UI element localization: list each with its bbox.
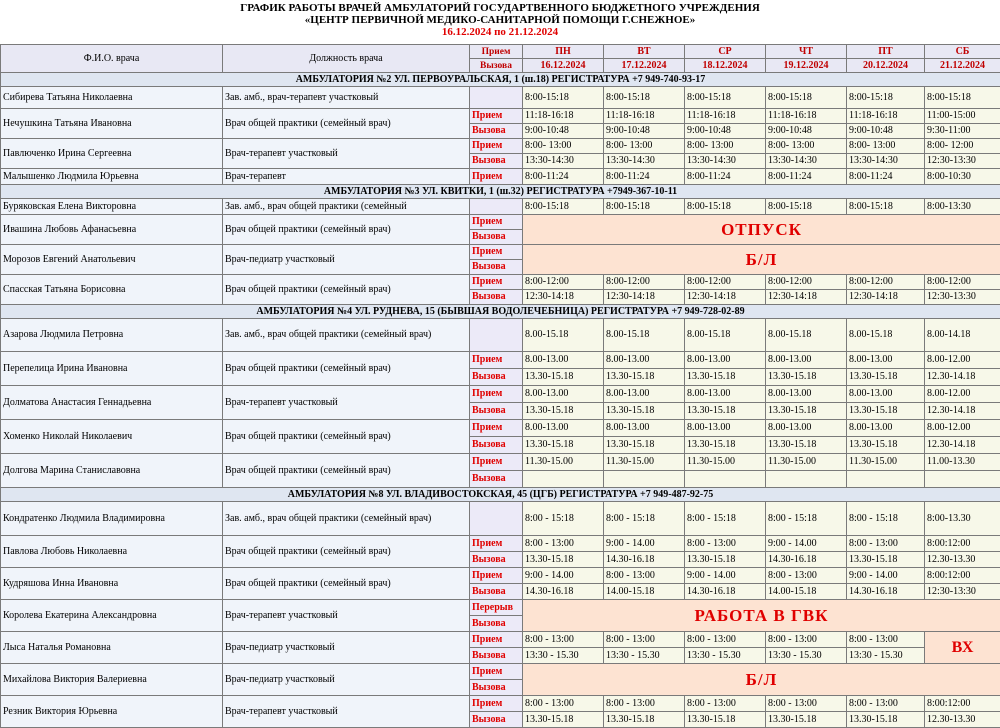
time-cell: 13.30-15.18 bbox=[685, 552, 766, 568]
time-cell: 13:30 - 15.30 bbox=[685, 648, 766, 664]
column-header-priem: Прием bbox=[470, 45, 523, 59]
time-cell: 9:00 - 14.00 bbox=[685, 568, 766, 584]
doctor-position: Врач-педиатр участковый bbox=[223, 632, 470, 664]
doctor-name: Кудряшова Инна Ивановна bbox=[1, 568, 223, 600]
column-header-day: ЧТ bbox=[766, 45, 847, 59]
time-cell: 13:30-14:30 bbox=[604, 154, 685, 169]
doctor-position: Врач-педиатр участковый bbox=[223, 664, 470, 696]
time-cell: 8:00:12:00 bbox=[925, 536, 1000, 552]
time-cell: 9:30-11:00 bbox=[925, 124, 1000, 139]
time-cell: 8:00-15:18 bbox=[766, 199, 847, 215]
time-cell: 8:00-15:18 bbox=[604, 87, 685, 109]
shift-type-label: Прием bbox=[470, 109, 523, 124]
shift-type-label: Вызова bbox=[470, 552, 523, 568]
time-cell: 9:00 - 14.00 bbox=[766, 536, 847, 552]
time-cell: 13.30-15.18 bbox=[523, 437, 604, 454]
time-cell: 8:00 - 13:00 bbox=[685, 632, 766, 648]
doctor-name: Буряковская Елена Викторовна bbox=[1, 199, 223, 215]
time-cell: 8:00-15:18 bbox=[847, 199, 925, 215]
table-row bbox=[1, 319, 1000, 352]
column-header-position: Должность врача bbox=[223, 45, 470, 73]
table-row bbox=[1, 568, 1000, 584]
time-cell: 13:30-14:30 bbox=[766, 154, 847, 169]
time-cell: 14.30-16.18 bbox=[685, 584, 766, 600]
doctor-name: Спасская Татьяна Борисовна bbox=[1, 275, 223, 305]
table-row bbox=[1, 536, 1000, 552]
header-row-days bbox=[1, 45, 1000, 59]
time-cell: 11.30-15.00 bbox=[685, 454, 766, 471]
time-cell: 11:18-16:18 bbox=[604, 109, 685, 124]
time-cell: 13.30-15.18 bbox=[523, 403, 604, 420]
shift-type-label bbox=[470, 87, 523, 109]
doctor-position: Врач-терапевт участковый bbox=[223, 696, 470, 728]
time-cell: 8:00-13:30 bbox=[925, 199, 1000, 215]
section-row bbox=[1, 305, 1000, 319]
time-cell: 12.30-14.18 bbox=[925, 437, 1000, 454]
doctor-position: Врач-терапевт bbox=[223, 169, 470, 185]
shift-type-label: Вызова bbox=[470, 712, 523, 728]
column-header-date: 21.12.2024 bbox=[925, 59, 1000, 73]
time-cell: 9:00 - 14.00 bbox=[847, 568, 925, 584]
time-cell: 8:00-15:18 bbox=[766, 87, 847, 109]
time-cell: 13.30-15.18 bbox=[604, 403, 685, 420]
doctor-name: Кондратенко Людмила Владимировна bbox=[1, 502, 223, 536]
shift-type-label: Вызова bbox=[470, 648, 523, 664]
doctor-name: Малышенко Людмила Юрьевна bbox=[1, 169, 223, 185]
shift-type-label: Вызова bbox=[470, 124, 523, 139]
time-cell: 8:00 - 15:18 bbox=[523, 502, 604, 536]
shift-type-label: Прием bbox=[470, 169, 523, 185]
time-cell: 8:00-12:00 bbox=[847, 275, 925, 290]
shift-type-label: Вызова bbox=[470, 154, 523, 169]
time-cell: 9:00-10:48 bbox=[604, 124, 685, 139]
time-cell: 11:18-16:18 bbox=[685, 109, 766, 124]
doctor-name: Ивашина Любовь Афанасьевна bbox=[1, 215, 223, 245]
time-cell: 8:00 - 13:00 bbox=[847, 536, 925, 552]
status-banner: ОТПУСК bbox=[523, 215, 1000, 245]
time-cell: 13:30-14:30 bbox=[685, 154, 766, 169]
time-cell: 8:00 - 15:18 bbox=[766, 502, 847, 536]
doctor-position: Врач общей практики (семейный врач) bbox=[223, 420, 470, 454]
time-cell: 8:00-11:24 bbox=[523, 169, 604, 185]
shift-type-label: Прием bbox=[470, 386, 523, 403]
time-cell: 9:00-10:48 bbox=[685, 124, 766, 139]
table-row bbox=[1, 420, 1000, 437]
time-cell: 8:00 - 13:00 bbox=[766, 632, 847, 648]
shift-type-label: Вызова bbox=[470, 584, 523, 600]
title-line2: «ЦЕНТР ПЕРВИЧНОЙ МЕДИКО-САНИТАРНОЙ ПОМОЩИ Г.СНЕЖНОЕ» bbox=[0, 14, 1000, 26]
doctor-position: Зав. амб., врач-терапевт участковый bbox=[223, 87, 470, 109]
day-off-badge: ВХ bbox=[925, 632, 1000, 664]
shift-type-label bbox=[470, 199, 523, 215]
shift-type-label: Прием bbox=[470, 352, 523, 369]
time-cell: 8:00-12:00 bbox=[685, 275, 766, 290]
table-row bbox=[1, 696, 1000, 712]
column-header-day: СР bbox=[685, 45, 766, 59]
time-cell: 13.30-15.18 bbox=[523, 712, 604, 728]
time-cell bbox=[847, 471, 925, 488]
time-cell: 13.30-15.18 bbox=[847, 552, 925, 568]
time-cell: 13.30-15.18 bbox=[523, 369, 604, 386]
doctor-name: Михайлова Виктория Валериевна bbox=[1, 664, 223, 696]
time-cell: 8:00 - 13:00 bbox=[523, 536, 604, 552]
status-banner: Б/Л bbox=[523, 664, 1000, 696]
time-cell: 8.00-13.00 bbox=[685, 386, 766, 403]
shift-type-label: Прием bbox=[470, 420, 523, 437]
column-header-vyzova: Вызова bbox=[470, 59, 523, 73]
status-banner: РАБОТА В ГВК bbox=[523, 600, 1000, 632]
time-cell: 8:00 - 15:18 bbox=[604, 502, 685, 536]
status-banner: Б/Л bbox=[523, 245, 1000, 275]
time-cell: 8:00 - 13:00 bbox=[766, 696, 847, 712]
doctor-position: Врач общей практики (семейный врач) bbox=[223, 352, 470, 386]
shift-type-label: Вызова bbox=[470, 230, 523, 245]
time-cell: 8:00-11:24 bbox=[766, 169, 847, 185]
table-row bbox=[1, 139, 1000, 154]
time-cell: 14.00-15.18 bbox=[604, 584, 685, 600]
doctor-name: Королева Екатерина Александровна bbox=[1, 600, 223, 632]
time-cell: 8:00 - 13:00 bbox=[523, 696, 604, 712]
time-cell: 13.30-15.18 bbox=[766, 403, 847, 420]
time-cell: 8:00- 13:00 bbox=[685, 139, 766, 154]
time-cell: 8:00 - 13:00 bbox=[847, 696, 925, 712]
shift-type-label: Прием bbox=[470, 454, 523, 471]
time-cell: 8:00 - 13:00 bbox=[523, 632, 604, 648]
doctor-position: Зав. амб., врач общей практики (семейный bbox=[223, 199, 470, 215]
doctor-position: Зав. амб., врач общей практики (семейный врач) bbox=[223, 502, 470, 536]
time-cell: 13.30-15.18 bbox=[604, 712, 685, 728]
title-period: 16.12.2024 по 21.12.2024 bbox=[0, 26, 1000, 38]
doctor-name: Морозов Евгений Анатольевич bbox=[1, 245, 223, 275]
time-cell: 13.30-15.18 bbox=[847, 437, 925, 454]
time-cell: 8.00-13.00 bbox=[847, 420, 925, 437]
time-cell: 13:30 - 15.30 bbox=[847, 648, 925, 664]
time-cell: 13.30-15.18 bbox=[685, 437, 766, 454]
shift-type-label: Прием bbox=[470, 696, 523, 712]
time-cell: 8:00-11:24 bbox=[847, 169, 925, 185]
time-cell: 8:00-10:30 bbox=[925, 169, 1000, 185]
time-cell: 13:30-14:30 bbox=[847, 154, 925, 169]
shift-type-label bbox=[470, 319, 523, 352]
time-cell: 13:30 - 15.30 bbox=[523, 648, 604, 664]
time-cell: 8.00-13.00 bbox=[847, 352, 925, 369]
time-cell: 8.00-15.18 bbox=[604, 319, 685, 352]
shift-type-label: Вызова bbox=[470, 369, 523, 386]
time-cell: 8:00-15:18 bbox=[604, 199, 685, 215]
title-line1: ГРАФИК РАБОТЫ ВРАЧЕЙ АМБУЛАТОРИЙ ГОСУДАРТВЕННОГО БЮДЖЕТНОГО УЧРЕЖДЕНИЯ bbox=[0, 0, 1000, 14]
time-cell: 8:00-15:18 bbox=[685, 199, 766, 215]
time-cell: 8.00-12.00 bbox=[925, 352, 1000, 369]
time-cell: 8:00-12:00 bbox=[523, 275, 604, 290]
time-cell bbox=[604, 471, 685, 488]
time-cell: 8:00-15:18 bbox=[685, 87, 766, 109]
time-cell: 9:00-10:48 bbox=[523, 124, 604, 139]
time-cell: 8.00-15.18 bbox=[523, 319, 604, 352]
time-cell bbox=[523, 471, 604, 488]
time-cell: 8:00- 13:00 bbox=[847, 139, 925, 154]
time-cell: 8:00:12:00 bbox=[925, 568, 1000, 584]
time-cell: 8.00-13.00 bbox=[847, 386, 925, 403]
time-cell: 13.30-15.18 bbox=[604, 369, 685, 386]
time-cell: 8.00-13.00 bbox=[766, 352, 847, 369]
shift-type-label: Вызова bbox=[470, 471, 523, 488]
time-cell: 12.30-13.30 bbox=[925, 712, 1000, 728]
column-header-day: ВТ bbox=[604, 45, 685, 59]
time-cell: 8:00-11:24 bbox=[604, 169, 685, 185]
shift-type-label: Вызова bbox=[470, 290, 523, 305]
time-cell: 8:00- 13:00 bbox=[766, 139, 847, 154]
shift-type-label: Прием bbox=[470, 536, 523, 552]
time-cell: 8:00 - 15:18 bbox=[685, 502, 766, 536]
doctor-name: Долгова Марина Станиславовна bbox=[1, 454, 223, 488]
time-cell: 14.30-16.18 bbox=[847, 584, 925, 600]
table-row bbox=[1, 664, 1000, 680]
column-header-day: СБ bbox=[925, 45, 1000, 59]
column-header-date: 20.12.2024 bbox=[847, 59, 925, 73]
table-row bbox=[1, 632, 1000, 648]
shift-type-label: Вызова bbox=[470, 403, 523, 420]
table-row bbox=[1, 352, 1000, 369]
shift-type-label: Прием bbox=[470, 664, 523, 680]
time-cell: 8.00-12.00 bbox=[925, 420, 1000, 437]
shift-type-label: Перерыв bbox=[470, 600, 523, 616]
time-cell: 8:00 - 13:00 bbox=[766, 568, 847, 584]
time-cell: 13.30-15.18 bbox=[685, 369, 766, 386]
time-cell: 11.30-15.00 bbox=[766, 454, 847, 471]
time-cell: 8:00 - 13:00 bbox=[604, 632, 685, 648]
time-cell: 8.00-15.18 bbox=[847, 319, 925, 352]
doctor-name: Лыса Наталья Романовна bbox=[1, 632, 223, 664]
time-cell: 8:00 - 15:18 bbox=[847, 502, 925, 536]
time-cell: 13.30-15.18 bbox=[685, 403, 766, 420]
document-header bbox=[0, 0, 1000, 44]
time-cell: 11:00-15:00 bbox=[925, 109, 1000, 124]
doctor-position: Врач общей практики (семейный врач) bbox=[223, 536, 470, 568]
shift-type-label: Вызова bbox=[470, 680, 523, 696]
time-cell: 12.30-13.30 bbox=[925, 552, 1000, 568]
table-row bbox=[1, 386, 1000, 403]
shift-type-label: Прием bbox=[470, 139, 523, 154]
time-cell: 11.00-13.30 bbox=[925, 454, 1000, 471]
table-row bbox=[1, 502, 1000, 536]
time-cell: 8.00-14.18 bbox=[925, 319, 1000, 352]
doctor-position: Зав. амб., врач общей практики (семейный врач) bbox=[223, 319, 470, 352]
time-cell: 8:00- 13:00 bbox=[604, 139, 685, 154]
time-cell: 11:18-16:18 bbox=[523, 109, 604, 124]
time-cell: 8.00-13.00 bbox=[523, 386, 604, 403]
time-cell: 8:00-12:00 bbox=[604, 275, 685, 290]
time-cell: 8:00-15:18 bbox=[847, 87, 925, 109]
doctor-position: Врач общей практики (семейный врач) bbox=[223, 454, 470, 488]
time-cell: 8.00-15.18 bbox=[766, 319, 847, 352]
doctor-name: Перепелица Ирина Ивановна bbox=[1, 352, 223, 386]
time-cell: 8:00- 13:00 bbox=[523, 139, 604, 154]
shift-type-label: Вызова bbox=[470, 437, 523, 454]
time-cell: 11:18-16:18 bbox=[847, 109, 925, 124]
time-cell: 11.30-15.00 bbox=[523, 454, 604, 471]
time-cell: 14.30-16.18 bbox=[766, 552, 847, 568]
time-cell: 8.00-12.00 bbox=[925, 386, 1000, 403]
table-row bbox=[1, 454, 1000, 471]
column-header-date: 16.12.2024 bbox=[523, 59, 604, 73]
table-row bbox=[1, 600, 1000, 616]
time-cell: 8.00-13.00 bbox=[685, 420, 766, 437]
time-cell: 9:00 - 14.00 bbox=[523, 568, 604, 584]
time-cell: 8:00 - 13:00 bbox=[685, 536, 766, 552]
time-cell: 8:00 - 13:00 bbox=[685, 696, 766, 712]
section-row bbox=[1, 185, 1000, 199]
time-cell: 12:30-14:18 bbox=[523, 290, 604, 305]
time-cell: 14.00-15.18 bbox=[766, 584, 847, 600]
section-row bbox=[1, 73, 1000, 87]
time-cell: 8:00- 12:00 bbox=[925, 139, 1000, 154]
section-title: АМБУЛАТОРИЯ №2 УЛ. ПЕРВОУРАЛЬСКАЯ, 1 (ш.18) РЕГИСТРАТУРА +7 949-740-93-17 bbox=[1, 73, 1000, 87]
doctor-position: Врач общей практики (семейный врач) bbox=[223, 215, 470, 245]
doctor-position: Врач общей практики (семейный врач) bbox=[223, 568, 470, 600]
table-row bbox=[1, 199, 1000, 215]
time-cell bbox=[685, 471, 766, 488]
time-cell: 13:30-14:30 bbox=[523, 154, 604, 169]
doctor-name: Азарова Людмила Петровна bbox=[1, 319, 223, 352]
time-cell: 8:00-15:18 bbox=[925, 87, 1000, 109]
time-cell: 12:30-13:30 bbox=[925, 154, 1000, 169]
shift-type-label bbox=[470, 502, 523, 536]
doctor-name: Долматова Анастасия Геннадьевна bbox=[1, 386, 223, 420]
doctor-position: Врач общей практики (семейный врач) bbox=[223, 275, 470, 305]
time-cell: 8:00-15:18 bbox=[523, 199, 604, 215]
time-cell: 8:00 - 13:00 bbox=[847, 632, 925, 648]
column-header-day: ПН bbox=[523, 45, 604, 59]
time-cell: 13.30-15.18 bbox=[766, 369, 847, 386]
table-row bbox=[1, 109, 1000, 124]
time-cell: 14.30-16.18 bbox=[604, 552, 685, 568]
time-cell: 12:30-14:18 bbox=[766, 290, 847, 305]
time-cell: 8.00-13.00 bbox=[604, 420, 685, 437]
doctor-position: Врач-терапевт участковый bbox=[223, 139, 470, 169]
doctor-name: Нечушкина Татьяна Ивановна bbox=[1, 109, 223, 139]
shift-type-label: Прием bbox=[470, 632, 523, 648]
shift-type-label: Прием bbox=[470, 245, 523, 260]
time-cell bbox=[925, 471, 1000, 488]
schedule-table bbox=[0, 44, 1000, 728]
time-cell: 8.00-13.00 bbox=[766, 386, 847, 403]
time-cell: 13:30 - 15.30 bbox=[604, 648, 685, 664]
time-cell: 8:00-15:18 bbox=[523, 87, 604, 109]
time-cell: 13.30-15.18 bbox=[847, 369, 925, 386]
time-cell: 13.30-15.18 bbox=[523, 552, 604, 568]
section-title: АМБУЛАТОРИЯ №4 УЛ. РУДНЕВА, 15 (БЫВШАЯ ВОДОЛЕЧЕБНИЦА) РЕГИСТРАТУРА +7 949-728-02-89 bbox=[1, 305, 1000, 319]
time-cell: 13:30 - 15.30 bbox=[766, 648, 847, 664]
time-cell: 12.30-14.18 bbox=[925, 369, 1000, 386]
column-header-date: 18.12.2024 bbox=[685, 59, 766, 73]
time-cell: 12:30-14:18 bbox=[685, 290, 766, 305]
table-row bbox=[1, 169, 1000, 185]
section-title: АМБУЛАТОРИЯ №3 УЛ. КВИТКИ, 1 (ш.32) РЕГИСТРАТУРА +7949-367-10-11 bbox=[1, 185, 1000, 199]
doctor-position: Врач общей практики (семейный врач) bbox=[223, 109, 470, 139]
time-cell: 9:00 - 14.00 bbox=[604, 536, 685, 552]
time-cell: 12:30-13:30 bbox=[925, 290, 1000, 305]
time-cell: 11.30-15.00 bbox=[604, 454, 685, 471]
time-cell: 13.30-15.18 bbox=[847, 712, 925, 728]
table-row bbox=[1, 215, 1000, 230]
time-cell: 8.00-13.00 bbox=[523, 420, 604, 437]
time-cell: 12.30-14.18 bbox=[925, 403, 1000, 420]
doctor-position: Врач-терапевт участковый bbox=[223, 600, 470, 632]
shift-type-label: Вызова bbox=[470, 260, 523, 275]
shift-type-label: Прием bbox=[470, 215, 523, 230]
time-cell: 12:30-14:18 bbox=[604, 290, 685, 305]
time-cell: 8:00-13.30 bbox=[925, 502, 1000, 536]
column-header-name: Ф.И.О. врача bbox=[1, 45, 223, 73]
table-row bbox=[1, 87, 1000, 109]
time-cell: 8.00-13.00 bbox=[604, 386, 685, 403]
time-cell: 8.00-13.00 bbox=[604, 352, 685, 369]
time-cell: 8:00-12:00 bbox=[766, 275, 847, 290]
time-cell: 11.30-15.00 bbox=[847, 454, 925, 471]
shift-type-label: Прием bbox=[470, 275, 523, 290]
time-cell: 14.30-16.18 bbox=[523, 584, 604, 600]
time-cell: 8.00-15.18 bbox=[685, 319, 766, 352]
doctor-position: Врач-терапевт участковый bbox=[223, 386, 470, 420]
time-cell: 8:00 - 13:00 bbox=[604, 696, 685, 712]
time-cell: 12:30-14:18 bbox=[847, 290, 925, 305]
doctor-name: Павлова Любовь Николаевна bbox=[1, 536, 223, 568]
time-cell: 13.30-15.18 bbox=[604, 437, 685, 454]
time-cell: 13.30-15.18 bbox=[766, 437, 847, 454]
schedule-body bbox=[1, 45, 1000, 728]
time-cell: 8:00-12:00 bbox=[925, 275, 1000, 290]
time-cell: 8.00-13.00 bbox=[523, 352, 604, 369]
time-cell: 13.30-15.18 bbox=[766, 712, 847, 728]
doctor-name: Павлюченко Ирина Сергеевна bbox=[1, 139, 223, 169]
column-header-day: ПТ bbox=[847, 45, 925, 59]
doctor-name: Резник Виктория Юрьевна bbox=[1, 696, 223, 728]
shift-type-label: Вызова bbox=[470, 616, 523, 632]
section-row bbox=[1, 488, 1000, 502]
table-row bbox=[1, 275, 1000, 290]
time-cell: 9:00-10:48 bbox=[766, 124, 847, 139]
time-cell: 13.30-15.18 bbox=[685, 712, 766, 728]
time-cell: 12:30-13:30 bbox=[925, 584, 1000, 600]
table-row bbox=[1, 245, 1000, 260]
time-cell: 13.30-15.18 bbox=[847, 403, 925, 420]
time-cell: 8.00-13.00 bbox=[766, 420, 847, 437]
column-header-date: 17.12.2024 bbox=[604, 59, 685, 73]
doctor-name: Сибирева Татьяна Николаевна bbox=[1, 87, 223, 109]
column-header-date: 19.12.2024 bbox=[766, 59, 847, 73]
time-cell: 8:00:12:00 bbox=[925, 696, 1000, 712]
section-title: АМБУЛАТОРИЯ №8 УЛ. ВЛАДИВОСТОКСКАЯ, 45 (ЦГБ) РЕГИСТРАТУРА +7 949-487-92-75 bbox=[1, 488, 1000, 502]
doctor-name: Хоменко Николай Николаевич bbox=[1, 420, 223, 454]
shift-type-label: Прием bbox=[470, 568, 523, 584]
time-cell: 8.00-13.00 bbox=[685, 352, 766, 369]
time-cell: 8:00-11:24 bbox=[685, 169, 766, 185]
time-cell bbox=[766, 471, 847, 488]
time-cell: 11:18-16:18 bbox=[766, 109, 847, 124]
time-cell: 9:00-10:48 bbox=[847, 124, 925, 139]
doctor-position: Врач-педиатр участковый bbox=[223, 245, 470, 275]
time-cell: 8:00 - 13:00 bbox=[604, 568, 685, 584]
